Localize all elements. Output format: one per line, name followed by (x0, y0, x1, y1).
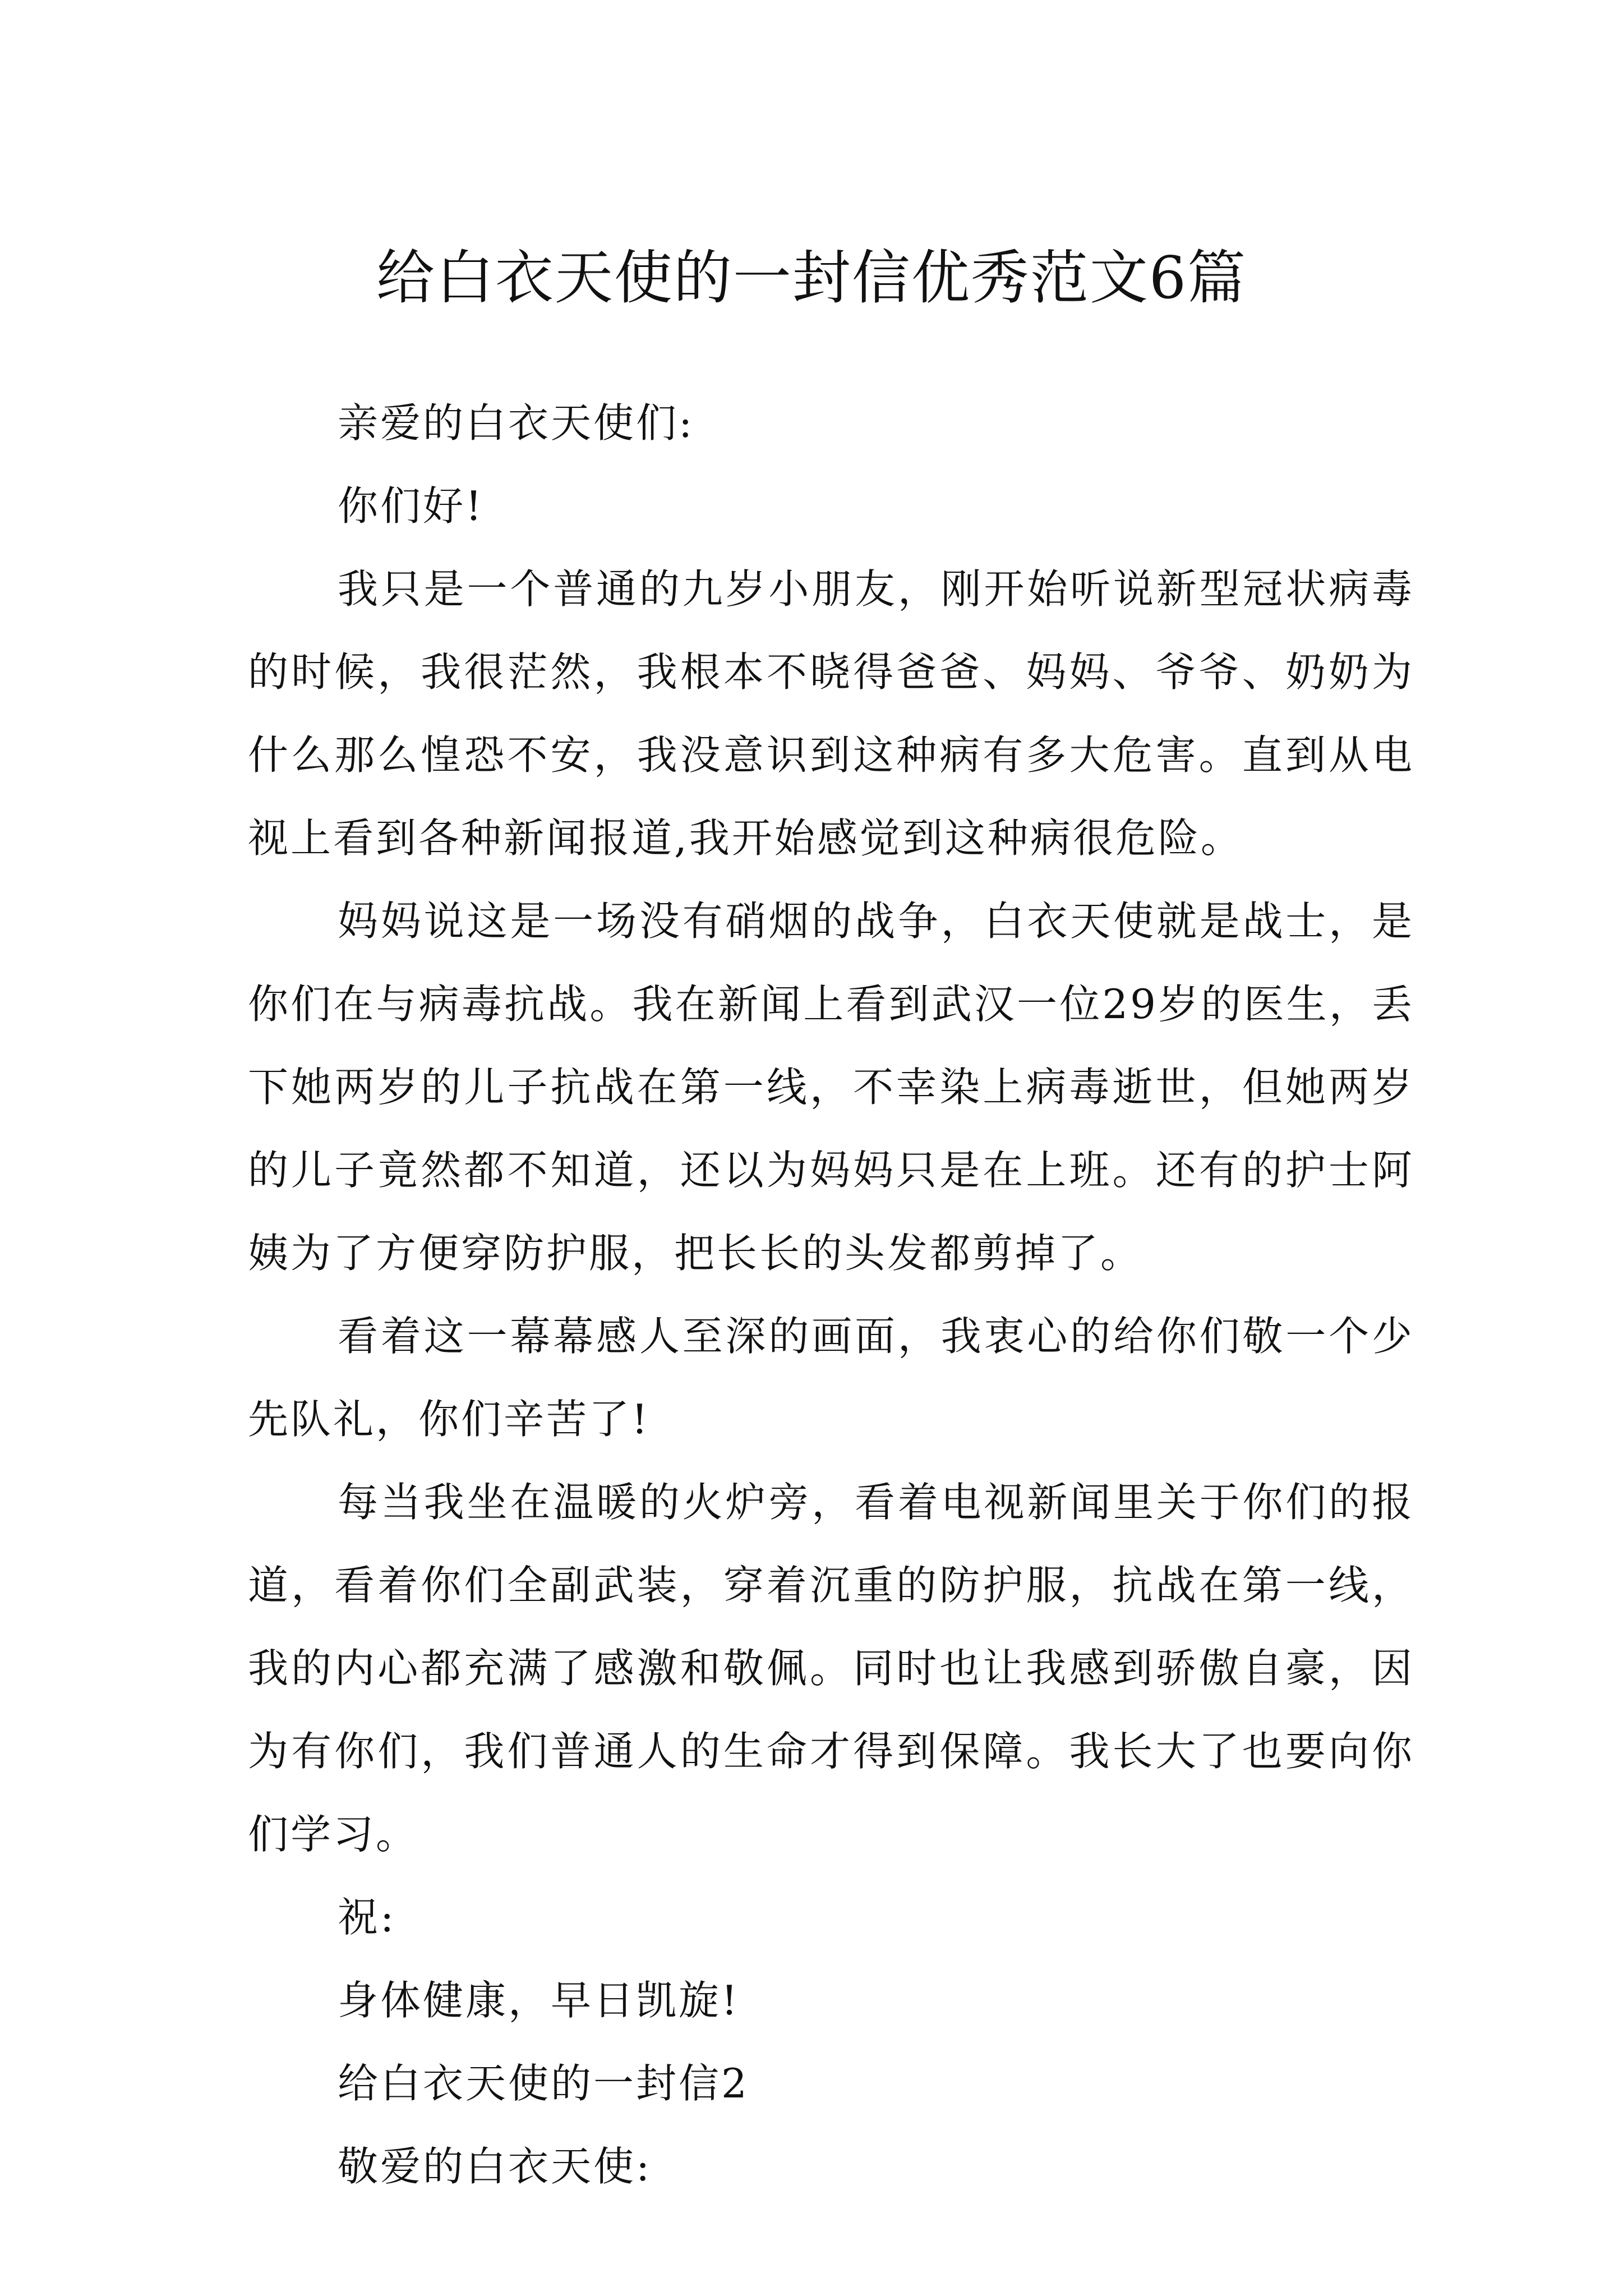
closing-wish-label: 祝: (338, 1894, 396, 1941)
greeting: 你们好! (338, 482, 484, 530)
closing-wish: 身体健康，早日凯旋! (338, 1977, 740, 2024)
document-body (248, 381, 1414, 2208)
body-paragraph-1: 我只是一个普通的九岁小朋友，刚开始听说新型冠状病毒的时候，我很茫然，我根本不晓得爸爸、妈妈、爷爷、奶奶为什么那么惶恐不安，我没意识到这种病有多大危害。直到从电视上看到各种新闻报道,我开始感觉到这种病很危险。 (248, 565, 1414, 862)
salutation: 亲爱的白衣天使们: (338, 399, 695, 447)
section-heading-2: 给白衣天使的一封信2 (338, 2060, 749, 2107)
body-paragraph-4: 每当我坐在温暖的火炉旁，看着电视新闻里关于你们的报道，看着你们全副武装，穿着沉重的防护服，抗战在第一线，我的内心都充满了感激和敬佩。同时也让我感到骄傲自豪，因为有你们，我们普通人的生命才得到保障。我长大了也要向你们学习。 (248, 1479, 1414, 1858)
body-paragraph-2: 妈妈说这是一场没有硝烟的战争，白衣天使就是战士，是你们在与病毒抗战。我在新闻上看到武汉一位29岁的医生，丢下她两岁的儿子抗战在第一线，不幸染上病毒逝世，但她两岁的儿子竟然都不知道，还以为妈妈只是在上班。还有的护士阿姨为了方便穿防护服，把长长的头发都剪掉了。 (248, 898, 1414, 1277)
document-title: 给白衣天使的一封信优秀范文6篇 (376, 243, 1247, 312)
body-paragraph-3: 看着这一幕幕感人至深的画面，我衷心的给你们敬一个少先队礼，你们辛苦了! (248, 1313, 1414, 1443)
salutation-2: 敬爱的白衣天使: (338, 2143, 652, 2190)
